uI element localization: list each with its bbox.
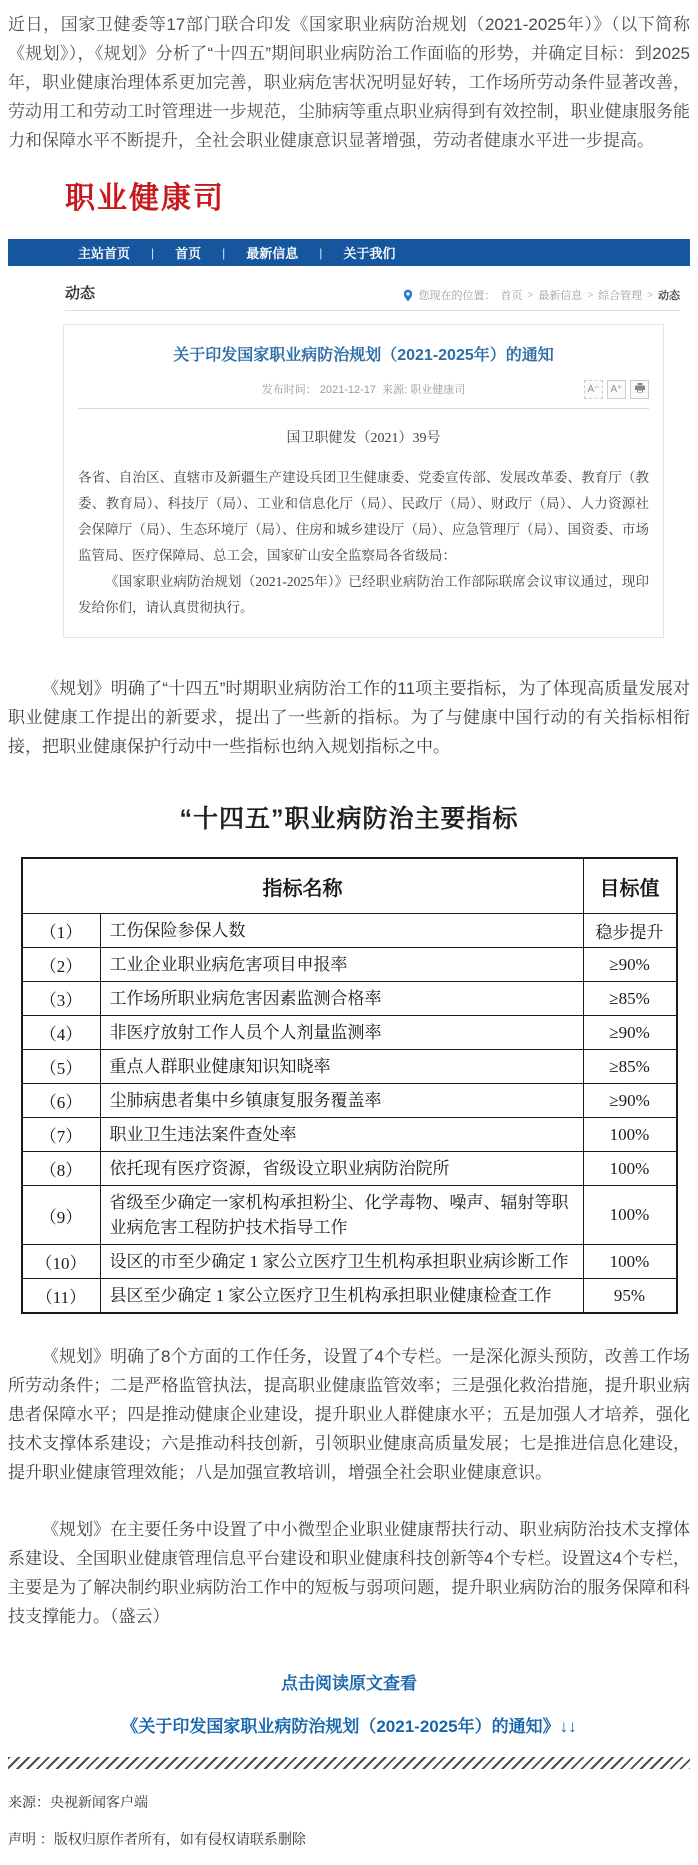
- breadcrumb-item-latest-news[interactable]: 最新信息: [538, 290, 583, 302]
- target-value: ≥85%: [583, 1050, 677, 1084]
- body-paragraph-columns: 《规划》在主要任务中设置了中小微型企业职业健康帮扶行动、职业病防治技术支撑体系建设、全国职业健康管理信息平台建设和职业健康科技创新等4个专栏。设置这4个专栏，主要是为了解决制约职业病防治工作中的短板与弱项问题，提升职业病防治的服务保障和科技支撑能力。（盛云）: [8, 1520, 690, 1626]
- indicator-name: 县区至少确定 1 家公立医疗卫生机构承担职业健康检查工作: [100, 1279, 583, 1314]
- target-value: 100%: [583, 1118, 677, 1152]
- font-increase-button[interactable]: A⁺: [607, 380, 626, 399]
- nav-separator: |: [319, 245, 323, 260]
- publish-time-label: 发布时间：: [261, 384, 317, 396]
- nav-separator: |: [222, 245, 226, 260]
- indicator-name: 设区的市至少确定 1 家公立医疗卫生机构承担职业病诊断工作: [100, 1245, 583, 1279]
- target-value: 95%: [583, 1279, 677, 1314]
- nav-item-home[interactable]: 首页: [175, 246, 202, 261]
- cta-read-original[interactable]: 点击阅读原文查看: [281, 1674, 417, 1693]
- table-row: [22, 1186, 677, 1245]
- document-number: 国卫职健发（2021）39号: [286, 431, 441, 446]
- page-tools: [584, 380, 649, 399]
- cta-notice-link[interactable]: 《关于印发国家职业病防治规划（2021-2025年）的通知》↓↓: [121, 1717, 577, 1736]
- source-line-label: 来源：: [8, 1794, 50, 1810]
- statement-line: [8, 1829, 690, 1849]
- target-value: ≥90%: [583, 948, 677, 982]
- row-number: （3）: [22, 982, 101, 1016]
- target-value: 100%: [583, 1152, 677, 1186]
- table-title: “十四五”职业病防治主要指标: [179, 805, 519, 833]
- table-row: [22, 1279, 677, 1314]
- breadcrumb-item-current: 动态: [658, 290, 680, 302]
- indicator-name: 工作场所职业病危害因素监测合格率: [100, 982, 583, 1016]
- indicators-table: [21, 857, 678, 1314]
- website-screenshot: [8, 173, 690, 638]
- section-header-row: [65, 282, 680, 311]
- table-row: [22, 1016, 677, 1050]
- site-logo: 职业健康司: [65, 182, 225, 215]
- indicator-name: 非医疗放射工作人员个人剂量监测率: [100, 1016, 583, 1050]
- breadcrumb-item-management[interactable]: 综合管理: [598, 290, 643, 302]
- indicator-name: 省级至少确定一家机构承担粉尘、化学毒物、噪声、辐射等职业病危害工程防护技术指导工作: [100, 1186, 583, 1245]
- table-row: [22, 948, 677, 982]
- hatch-divider: [8, 1757, 690, 1769]
- section-title: 动态: [65, 285, 96, 302]
- nav-item-latest-news[interactable]: 最新信息: [246, 246, 299, 261]
- breadcrumb-item-home[interactable]: 首页: [500, 290, 523, 302]
- table-row: [22, 1245, 677, 1279]
- table-row: [22, 982, 677, 1016]
- table-header-row: [22, 858, 677, 914]
- font-decrease-button[interactable]: A⁻: [584, 380, 603, 399]
- breadcrumb-separator: >: [527, 289, 534, 301]
- target-value: 稳步提升: [583, 914, 677, 948]
- target-value: 100%: [583, 1186, 677, 1245]
- row-number: （11）: [22, 1279, 101, 1314]
- table-row: [22, 914, 677, 948]
- statement-line-value: 版权归原作者所有，如有侵权请联系删除: [53, 1831, 306, 1847]
- table-row: [22, 1084, 677, 1118]
- row-number: （7）: [22, 1118, 101, 1152]
- breadcrumb: [403, 287, 680, 303]
- breadcrumb-separator: >: [587, 289, 594, 301]
- indicator-name: 尘肺病患者集中乡镇康复服务覆盖率: [100, 1084, 583, 1118]
- body-paragraph-indicators: 《规划》明确了“十四五”时期职业病防治工作的11项主要指标，为了体现高质量发展对职业健康工作提出的新要求，提出了一些新的指标。为了与健康中国行动的有关指标相衔接，把职业健康保护行动中一些指标也纳入规划指标之中。: [8, 679, 690, 756]
- print-button[interactable]: [630, 380, 649, 399]
- notice-meta-row: [78, 380, 649, 400]
- document-paragraph-addressees: 各省、自治区、直辖市及新疆生产建设兵团卫生健康委、党委宣传部、发展改革委、教育厅（教委、教育局）、科技厅（局）、工业和信息化厅（局）、民政厅（局）、财政厅（局）、人力资源社会保障厅（局）、生态环境厅（局）、住房和城乡建设厅（局）、应急管理厅（局）、国资委、市场监管局、医疗保障局、总工会，国家矿山安全监察局各省级局：: [78, 470, 649, 563]
- document-body: [78, 408, 649, 621]
- row-number: （2）: [22, 948, 101, 982]
- body-paragraph-tasks: 《规划》明确了8个方面的工作任务，设置了4个专栏。一是深化源头预防，改善工作场所劳动条件；二是严格监管执法，提高职业健康监管效率；三是强化救治措施，提升职业病患者保障水平；四是推动健康企业建设，提升职业人群健康水平；五是加强人才培养，强化技术支撑体系建设；六是推动科技创新，引领职业健康高质量发展；七是推进信息化建设，提升职业健康管理效能；八是加强宣教培训，增强全社会职业健康意识。: [8, 1347, 690, 1482]
- indicator-name: 职业卫生违法案件查处率: [100, 1118, 583, 1152]
- table-row: [22, 1152, 677, 1186]
- row-number: （5）: [22, 1050, 101, 1084]
- indicator-name: 工伤保险参保人数: [100, 914, 583, 948]
- target-value: ≥85%: [583, 982, 677, 1016]
- row-number: （8）: [22, 1152, 101, 1186]
- breadcrumb-separator: >: [647, 289, 653, 301]
- row-number: （6）: [22, 1084, 101, 1118]
- document-paragraph-issue: 《国家职业病防治规划（2021-2025年）》已经职业病防治工作部际联席会议审议通过，现印发给你们，请认真贯彻执行。: [78, 574, 649, 615]
- target-value: 100%: [583, 1245, 677, 1279]
- statement-line-label: 声明 ：: [8, 1831, 54, 1847]
- publish-date: 2021-12-17: [319, 384, 377, 396]
- table-row: [22, 1050, 677, 1084]
- table-header-name: 指标名称: [22, 858, 584, 914]
- row-number: （1）: [22, 914, 101, 948]
- source-line-value: 央视新闻客户端: [50, 1794, 148, 1810]
- table-row: [22, 1118, 677, 1152]
- indicator-name: 工业企业职业病危害项目申报率: [100, 948, 583, 982]
- location-pin-icon: [403, 289, 413, 302]
- target-value: ≥90%: [583, 1016, 677, 1050]
- notice-card: [63, 324, 664, 638]
- source-name: 职业健康司: [410, 384, 466, 396]
- table-header-target: 目标值: [583, 858, 677, 914]
- site-navbar: [8, 239, 690, 266]
- indicator-name: 重点人群职业健康知识知晓率: [100, 1050, 583, 1084]
- nav-item-main-home[interactable]: 主站首页: [78, 246, 131, 261]
- notice-title: 关于印发国家职业病防治规划（2021-2025年）的通知: [173, 347, 554, 364]
- breadcrumb-prefix: 您现在的位置：: [418, 290, 496, 302]
- source-label: 来源:: [382, 384, 408, 396]
- row-number: （4）: [22, 1016, 101, 1050]
- printer-icon: [634, 382, 646, 397]
- source-line: [8, 1792, 690, 1812]
- indicator-name: 依托现有医疗资源，省级设立职业病防治院所: [100, 1152, 583, 1186]
- intro-paragraph: 近日，国家卫健委等17部门联合印发《国家职业病防治规划（2021-2025年）》（以下简称《规划》），《规划》分析了“十四五”期间职业病防治工作面临的形势，并确定目标：到2025年，职业健康治理体系更加完善，职业病危害状况明显好转，工作场所劳动条件显著改善，劳动用工和劳动工时管理进一步规范，尘肺病等重点职业病得到有效控制，职业健康服务能力和保障水平不断提升，全社会职业健康意识显著增强，劳动者健康水平进一步提高。: [8, 15, 690, 150]
- row-number: （9）: [22, 1186, 101, 1245]
- nav-item-about[interactable]: 关于我们: [343, 246, 396, 261]
- nav-separator: |: [151, 245, 155, 260]
- row-number: （10）: [22, 1245, 101, 1279]
- target-value: ≥90%: [583, 1084, 677, 1118]
